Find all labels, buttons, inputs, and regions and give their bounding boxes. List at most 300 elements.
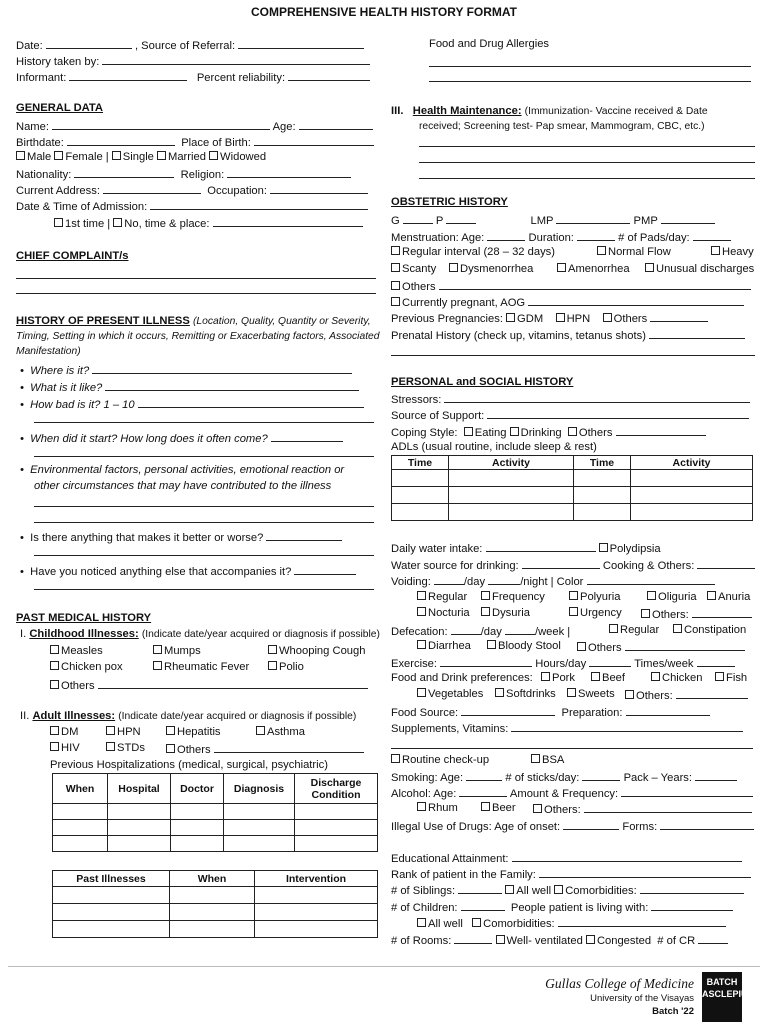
water-field[interactable] <box>486 540 596 552</box>
day-label: /day <box>463 576 486 588</box>
col-when: When <box>170 871 255 887</box>
siblings-comorb-label: Comorbidities: <box>565 885 637 897</box>
single-checkbox[interactable] <box>112 151 121 160</box>
health-num: III. <box>391 105 404 117</box>
birthplace-field[interactable] <box>254 134 374 146</box>
frequency-option <box>481 590 545 604</box>
mumps-option <box>153 644 201 658</box>
sweets-option <box>567 687 615 701</box>
aog-field[interactable] <box>528 294 744 306</box>
hpi-answer-line[interactable] <box>34 589 374 590</box>
bloody-label: Bloody Stool <box>498 640 561 652</box>
urgency-label: Urgency <box>580 607 622 619</box>
birthplace-label: Place of Birth: <box>181 137 251 149</box>
prenatal-field[interactable] <box>649 327 745 339</box>
pack-label: Pack – Years: <box>623 772 692 784</box>
regular-interval-checkbox[interactable] <box>391 246 400 255</box>
vegetables-label: Vegetables <box>428 688 484 700</box>
d-others-checkbox[interactable] <box>577 642 586 651</box>
date-field[interactable] <box>46 37 132 49</box>
hpi-intro-2: Timing, Setting in which it occurs, Remitting or Exacerbating factors, Associated <box>16 331 380 342</box>
adult-others-label: Others <box>177 744 211 756</box>
voiding-day-field[interactable] <box>434 573 464 585</box>
rheumatic-checkbox[interactable] <box>153 661 162 670</box>
table-row[interactable] <box>53 921 378 938</box>
religion-label: Religion: <box>180 169 225 181</box>
water-source-field[interactable] <box>522 557 600 569</box>
alcohol-age-field[interactable] <box>459 785 507 797</box>
hpi-answer-field[interactable] <box>138 396 364 408</box>
normal-flow-label: Normal Flow <box>608 246 671 258</box>
softdrinks-checkbox[interactable] <box>495 688 504 697</box>
hpi-answer-line[interactable] <box>34 422 374 423</box>
coping-label: Coping Style: <box>391 427 458 439</box>
food-pref-label: Food and Drink preferences: <box>391 672 533 684</box>
diarrhea-checkbox[interactable] <box>417 640 426 649</box>
asthma-option <box>256 725 305 739</box>
chicken-checkbox[interactable] <box>651 672 660 681</box>
water-source-label: Water source for drinking: <box>391 560 519 572</box>
health-line[interactable] <box>419 162 755 163</box>
hpn-option <box>106 725 141 739</box>
pack-field[interactable] <box>695 769 737 781</box>
taken-by-field[interactable] <box>102 53 370 65</box>
supplements-line[interactable] <box>391 748 753 749</box>
referral-field[interactable] <box>238 37 364 49</box>
chief-complaint-line[interactable] <box>16 293 376 294</box>
preg-others-field[interactable] <box>650 310 708 322</box>
female-label: Female <box>65 151 103 163</box>
normal-flow-checkbox[interactable] <box>597 246 606 255</box>
married-label: Married <box>168 151 206 163</box>
smoking-age-field[interactable] <box>466 769 502 781</box>
dysuria-checkbox[interactable] <box>481 607 490 616</box>
beer-label: Beer <box>492 802 516 814</box>
amenorrhea-checkbox[interactable] <box>557 263 566 272</box>
prev-preg-label: Previous Pregnancies: <box>391 313 503 325</box>
col-past-illnesses: Past Illnesses <box>53 871 170 887</box>
rooms-field[interactable] <box>454 932 492 944</box>
support-field[interactable] <box>487 407 749 419</box>
measles-label: Measles <box>61 645 103 657</box>
drinking-checkbox[interactable] <box>510 427 519 436</box>
supplements-row <box>391 720 743 736</box>
children-comorb-label: Comorbidities: <box>483 918 555 930</box>
hpi-answer-field[interactable] <box>105 379 359 391</box>
nationality-row <box>16 166 351 182</box>
health-line[interactable] <box>419 146 755 147</box>
v-others-field[interactable] <box>692 606 752 618</box>
mumps-label: Mumps <box>164 645 201 657</box>
ob-hpn-checkbox[interactable] <box>556 313 565 322</box>
children-comorb-field[interactable] <box>558 915 726 927</box>
allergies-label: Food and Drug Allergies <box>429 38 550 50</box>
menstruation-label: Menstruation: Age: <box>391 232 485 244</box>
hours-field[interactable] <box>589 655 631 667</box>
polio-option <box>268 660 304 674</box>
hpi-answer-field[interactable] <box>294 563 356 575</box>
living-label: People patient is living with: <box>510 902 649 914</box>
exercise-field[interactable] <box>440 655 532 667</box>
table-row[interactable] <box>53 804 378 820</box>
table-row[interactable] <box>392 504 753 521</box>
preparation-field[interactable] <box>626 704 710 716</box>
stds-checkbox[interactable] <box>106 742 115 751</box>
education-row <box>391 850 742 866</box>
col-intervention: Intervention <box>255 871 378 887</box>
defecation-label: Defecation: <box>391 626 448 638</box>
rhum-checkbox[interactable] <box>417 802 426 811</box>
hospitalizations-table <box>52 773 378 852</box>
table-header-row <box>392 456 753 470</box>
heavy-label: Heavy <box>722 246 754 258</box>
col-doctor: Doctor <box>171 774 224 804</box>
table-row[interactable] <box>53 904 378 921</box>
adult-others-checkbox[interactable] <box>166 744 175 753</box>
amenorrhea-label: Amenorrhea <box>568 263 630 275</box>
allergies-line[interactable] <box>429 66 751 67</box>
gdm-label: GDM <box>517 313 544 325</box>
obstetric-heading: OBSTETRIC HISTORY <box>391 196 508 208</box>
address-field[interactable] <box>103 182 201 194</box>
adult-num: II. <box>20 710 30 722</box>
siblings-comorb-field[interactable] <box>640 882 744 894</box>
occupation-label: Occupation: <box>207 185 267 197</box>
polyuria-checkbox[interactable] <box>569 591 578 600</box>
living-field[interactable] <box>651 899 733 911</box>
fish-label: Fish <box>726 672 748 684</box>
lmp-field[interactable] <box>556 212 630 224</box>
ob-others-option <box>391 278 751 294</box>
def-day-label: /day <box>480 626 502 638</box>
duration-label: Duration: <box>528 232 574 244</box>
rooms-row <box>391 932 728 948</box>
ob-hpn-label: HPN <box>566 313 591 325</box>
ob-others-field[interactable] <box>439 278 751 290</box>
health-note-2: received; Screening test- Pap smear, Mammogram, CBC, etc.) <box>419 121 705 132</box>
a-others-label: Others: <box>544 804 581 816</box>
name-row <box>16 118 373 134</box>
bloody-checkbox[interactable] <box>487 640 496 649</box>
occupation-field[interactable] <box>270 182 368 194</box>
sticks-field[interactable] <box>582 769 620 781</box>
asthma-checkbox[interactable] <box>256 726 265 735</box>
scanty-checkbox[interactable] <box>391 263 400 272</box>
def-week-field[interactable] <box>505 623 535 635</box>
allergies-line[interactable] <box>429 81 751 82</box>
def-week-label: /week | <box>534 626 571 638</box>
water-source-row <box>391 557 755 573</box>
time-place-field[interactable] <box>213 215 363 227</box>
siblings-all-well-label: All well <box>516 885 552 897</box>
informant-label: Informant: <box>16 72 67 84</box>
adult-others-field[interactable] <box>214 741 364 753</box>
hiv-option <box>50 741 80 755</box>
chickenpox-checkbox[interactable] <box>50 661 59 670</box>
no-time-label: No, time & place: <box>124 218 210 230</box>
childhood-row <box>20 627 380 642</box>
siblings-row <box>391 882 744 898</box>
table-row[interactable] <box>53 887 378 904</box>
amount-field[interactable] <box>621 785 753 797</box>
d-regular-option <box>609 623 659 637</box>
v-regular-checkbox[interactable] <box>417 591 426 600</box>
name-label: Name: <box>16 121 49 133</box>
siblings-comorb-checkbox[interactable] <box>554 885 563 894</box>
duration-field[interactable] <box>577 229 615 241</box>
siblings-field[interactable] <box>458 882 502 894</box>
ob-others-checkbox[interactable] <box>391 281 400 290</box>
prenatal-line[interactable] <box>391 355 755 356</box>
a-others-option <box>533 801 752 817</box>
cr-field[interactable] <box>698 932 728 944</box>
pads-field[interactable] <box>693 229 731 241</box>
scanty-label: Scanty <box>402 263 437 275</box>
frequency-checkbox[interactable] <box>481 591 490 600</box>
beef-option <box>591 671 625 685</box>
menstruation-row <box>391 229 731 245</box>
drinking-label: Drinking <box>520 427 562 439</box>
table-row[interactable] <box>53 836 378 852</box>
v-others-checkbox[interactable] <box>641 609 650 618</box>
congested-label: Congested <box>596 935 652 947</box>
adult-heading: Adult Illnesses: <box>32 710 116 722</box>
preparation-label: Preparation: <box>561 707 623 719</box>
children-all-well-checkbox[interactable] <box>417 918 426 927</box>
nocturia-label: Nocturia <box>428 607 470 619</box>
congested-checkbox[interactable] <box>586 935 595 944</box>
pads-label: # of Pads/day: <box>618 232 690 244</box>
hpn-checkbox[interactable] <box>106 726 115 735</box>
beer-option <box>481 801 516 815</box>
child-others-field[interactable] <box>98 677 368 689</box>
diarrhea-option <box>417 639 471 653</box>
f-others-checkbox[interactable] <box>625 690 634 699</box>
cooking-field[interactable] <box>697 557 755 569</box>
date-label: Date: <box>16 40 43 52</box>
oliguria-option <box>647 590 697 604</box>
coping-row <box>391 424 706 440</box>
batch-label: Batch '22 <box>652 1006 694 1017</box>
pork-checkbox[interactable] <box>541 672 550 681</box>
stressors-label: Stressors: <box>391 394 442 406</box>
scanty-option <box>391 262 436 276</box>
married-checkbox[interactable] <box>157 151 166 160</box>
support-label: Source of Support: <box>391 410 485 422</box>
children-label: # of Children: <box>391 902 458 914</box>
hpi-intro-3: Manifestation) <box>16 346 81 357</box>
rhum-label: Rhum <box>428 802 458 814</box>
supplements-field[interactable] <box>511 720 743 732</box>
g-label: G <box>391 215 400 227</box>
oliguria-checkbox[interactable] <box>647 591 656 600</box>
hpi-q-what: • What is it like? <box>20 379 359 395</box>
p-field[interactable] <box>446 212 476 224</box>
dysmenorrhea-checkbox[interactable] <box>449 263 458 272</box>
constipation-checkbox[interactable] <box>673 624 682 633</box>
stressors-row <box>391 391 750 407</box>
education-field[interactable] <box>512 850 742 862</box>
preg-others-checkbox[interactable] <box>603 313 612 322</box>
hpi-answer-field[interactable] <box>266 529 342 541</box>
health-note: (Immunization- Vaccine received & Date <box>524 106 708 117</box>
rank-row <box>391 866 751 882</box>
food-source-field[interactable] <box>461 704 555 716</box>
childhood-opts-1 <box>50 644 103 658</box>
anuria-option <box>707 590 750 604</box>
children-field[interactable] <box>461 899 505 911</box>
children-comorb-checkbox[interactable] <box>472 918 481 927</box>
rank-field[interactable] <box>539 866 751 878</box>
fish-checkbox[interactable] <box>715 672 724 681</box>
times-field[interactable] <box>697 655 735 667</box>
chief-complaint-line[interactable] <box>16 278 376 279</box>
polio-checkbox[interactable] <box>268 661 277 670</box>
hpi-answer-field[interactable] <box>271 430 343 442</box>
whooping-checkbox[interactable] <box>268 645 277 654</box>
mens-age-field[interactable] <box>487 229 525 241</box>
forms-field[interactable] <box>660 818 754 830</box>
hiv-checkbox[interactable] <box>50 742 59 751</box>
d-others-field[interactable] <box>625 639 745 651</box>
table-row[interactable] <box>392 487 753 504</box>
a-others-checkbox[interactable] <box>533 804 542 813</box>
color-field[interactable] <box>587 573 715 585</box>
sweets-checkbox[interactable] <box>567 688 576 697</box>
pmp-field[interactable] <box>661 212 715 224</box>
child-others-option <box>50 677 368 693</box>
separator: | <box>105 151 109 163</box>
regular-interval-option <box>391 245 555 259</box>
a-others-field[interactable] <box>584 801 752 813</box>
routine-checkbox[interactable] <box>391 754 400 763</box>
water-row <box>391 540 661 556</box>
coping-others-field[interactable] <box>616 424 706 436</box>
polyuria-label: Polyuria <box>580 591 621 603</box>
rheumatic-label: Rheumatic Fever <box>164 661 250 673</box>
informant-field[interactable] <box>69 69 187 81</box>
hepatitis-checkbox[interactable] <box>166 726 175 735</box>
name-field[interactable] <box>52 118 270 130</box>
stressors-field[interactable] <box>444 391 750 403</box>
unusual-checkbox[interactable] <box>645 263 654 272</box>
measles-checkbox[interactable] <box>50 645 59 654</box>
g-field[interactable] <box>403 212 433 224</box>
child-others-checkbox[interactable] <box>50 680 59 689</box>
bsa-checkbox[interactable] <box>531 754 540 763</box>
coping-others-checkbox[interactable] <box>568 427 577 436</box>
polyuria-option <box>569 590 620 604</box>
table-row[interactable] <box>392 470 753 487</box>
polydipsia-checkbox[interactable] <box>599 543 608 552</box>
batch-logo: BATCH ASCLEPIUS <box>702 972 742 1022</box>
birthdate-field[interactable] <box>67 134 175 146</box>
table-row[interactable] <box>53 820 378 836</box>
bsa-label: BSA <box>542 754 565 766</box>
adult-row <box>20 709 356 724</box>
hpi-answer-line[interactable] <box>34 555 374 556</box>
nationality-label: Nationality: <box>16 169 72 181</box>
eating-checkbox[interactable] <box>464 427 473 436</box>
chief-complaint-heading: CHIEF COMPLAINT/s <box>16 250 129 262</box>
def-day-field[interactable] <box>451 623 481 635</box>
form-title: COMPREHENSIVE HEALTH HISTORY FORMAT <box>250 5 517 19</box>
nationality-field[interactable] <box>74 166 174 178</box>
female-checkbox[interactable] <box>54 151 63 160</box>
first-time-label: 1st time <box>65 218 105 230</box>
d-regular-label: Regular <box>620 624 660 636</box>
past-illnesses-table <box>52 870 378 938</box>
mumps-checkbox[interactable] <box>153 645 162 654</box>
hpi-q-where: • Where is it? <box>20 362 352 378</box>
col-activity: Activity <box>449 456 574 470</box>
male-checkbox[interactable] <box>16 151 25 160</box>
pregnant-checkbox[interactable] <box>391 297 400 306</box>
lmp-label: LMP <box>530 215 554 227</box>
hpi-answer-line[interactable] <box>34 506 374 507</box>
dysmenorrhea-option <box>449 262 533 276</box>
hepatitis-label: Hepatitis <box>177 726 221 738</box>
sex-status-row <box>16 150 266 164</box>
col-discharge: Discharge Condition <box>295 774 378 804</box>
vegetables-checkbox[interactable] <box>417 688 426 697</box>
pregnant-option <box>391 294 744 310</box>
urgency-checkbox[interactable] <box>569 607 578 616</box>
anuria-label: Anuria <box>718 591 751 603</box>
birthdate-label: Birthdate: <box>16 137 64 149</box>
hpi-intro: (Location, Quality, Quantity or Severity, <box>192 316 371 327</box>
first-time-checkbox[interactable] <box>54 218 63 227</box>
health-line[interactable] <box>419 178 755 179</box>
f-others-field[interactable] <box>676 687 748 699</box>
admission-field[interactable] <box>150 198 368 210</box>
no-time-checkbox[interactable] <box>113 218 122 227</box>
widowed-checkbox[interactable] <box>209 151 218 160</box>
night-label: /night | Color <box>520 576 584 588</box>
beer-checkbox[interactable] <box>481 802 490 811</box>
age-field[interactable] <box>299 118 373 130</box>
hpi-answer-field[interactable] <box>92 362 352 374</box>
smoking-label: Smoking: Age: <box>391 772 464 784</box>
siblings-all-well-checkbox[interactable] <box>505 885 514 894</box>
anuria-checkbox[interactable] <box>707 591 716 600</box>
hpi-q-text: Have you noticed anything else that accompanies it? <box>30 566 292 578</box>
taken-by-label: History taken by: <box>16 56 100 68</box>
nocturia-checkbox[interactable] <box>417 607 426 616</box>
ventilated-checkbox[interactable] <box>496 935 505 944</box>
voiding-row <box>391 573 715 589</box>
hepatitis-option <box>166 725 221 739</box>
hpi-q-text: Is there anything that makes it better or worse? <box>30 532 264 544</box>
voiding-night-field[interactable] <box>488 573 520 585</box>
defecation-row <box>391 623 570 639</box>
eating-label: Eating <box>474 427 507 439</box>
v-regular-label: Regular <box>428 591 468 603</box>
reliability-field[interactable] <box>288 69 370 81</box>
dm-checkbox[interactable] <box>50 726 59 735</box>
beef-checkbox[interactable] <box>591 672 600 681</box>
hpi-answer-line[interactable] <box>34 456 374 457</box>
religion-field[interactable] <box>227 166 351 178</box>
stds-option <box>106 741 145 755</box>
heavy-checkbox[interactable] <box>711 246 720 255</box>
gdm-checkbox[interactable] <box>506 313 515 322</box>
d-regular-checkbox[interactable] <box>609 624 618 633</box>
admission-label: Date & Time of Admission: <box>16 201 148 213</box>
drugs-onset-field[interactable] <box>563 818 619 830</box>
hpi-answer-line[interactable] <box>34 522 374 523</box>
dysuria-label: Dysuria <box>492 607 530 619</box>
